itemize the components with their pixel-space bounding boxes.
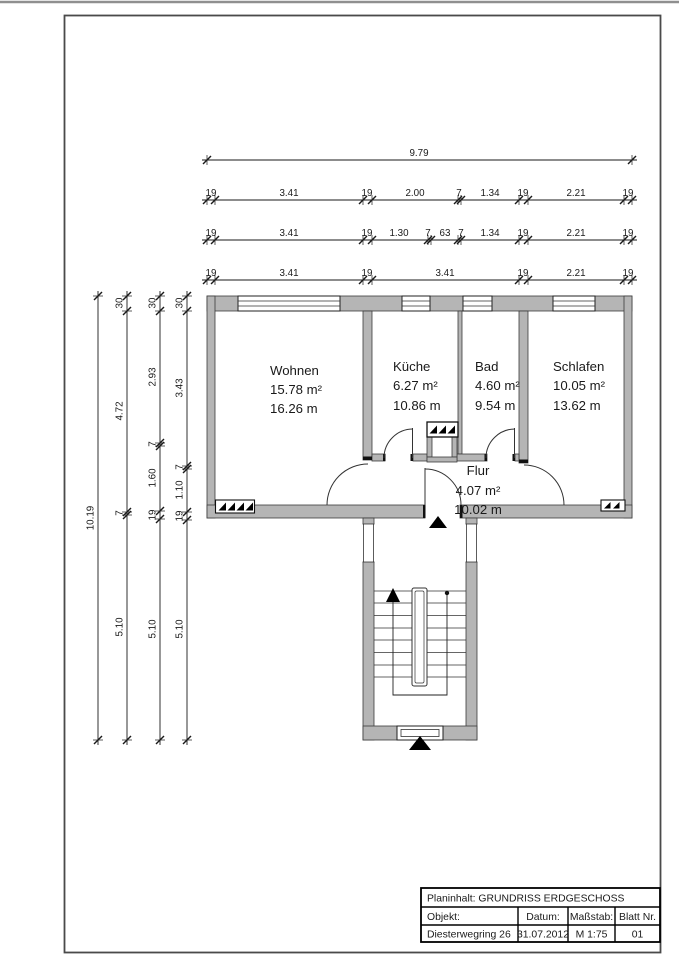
dimension-label: 2.93 [147,367,159,387]
dimension-label: 19 [205,188,217,199]
title-block-objekt-value: Diesterwegring 26 [427,929,511,941]
dimension-label: 7 [458,228,464,239]
dimension-label: 7 [147,441,159,447]
doors [327,428,564,505]
stairwell-opening-right [466,524,478,562]
door-schlafen [524,465,564,505]
dimension-label: 7 [114,510,126,516]
room-perimeter: 10.86 m [393,398,441,413]
room-label-wohnen [270,363,323,416]
dimension-label: 2.21 [566,188,586,199]
dimension-label: 9.79 [409,148,429,159]
window-bad [463,296,492,311]
radiator-schlafen [601,500,625,511]
title-block-blatt-value: 01 [631,929,644,941]
dimension-label: 3.43 [174,378,186,398]
dimension-label: 5.10 [147,619,159,639]
room-name: Wohnen [270,363,319,378]
dimension-label: 19 [517,268,529,279]
stair-stringer [412,588,427,686]
radiator-wohnen [216,500,255,513]
dimension-label: 30 [114,297,126,309]
dimension-label: 10.19 [85,505,97,531]
title-block-objekt-label: Objekt: [427,912,460,923]
dimension-label: 19 [147,509,159,521]
room-name: Bad [475,359,499,374]
dimension-label: 5.10 [174,619,186,639]
door-wohnen [327,464,368,505]
window-wohnen [238,296,340,311]
dimension-label: 2.21 [566,268,586,279]
door-kueche [384,428,413,458]
dimension-chains [86,148,638,745]
dimension-label: 1.30 [389,228,409,239]
dimension-label: 1.60 [147,468,159,488]
title-block-datum-value: 31.07.2012 [516,929,570,941]
dimension-label: 19 [517,188,529,199]
walk-line-arrow-icon [386,588,400,602]
duct-hatch [427,422,458,437]
room-label-schlafen [553,359,606,413]
room-perimeter: 10.02 m [454,502,502,517]
dimension-label: 19 [622,188,634,199]
room-perimeter: 13.62 m [553,398,601,413]
dimension-label: 30 [174,297,186,309]
room-name: Flur [466,463,490,478]
dimension-label: 19 [622,268,634,279]
room-area: 10.05 m² [553,378,606,393]
title-block [421,888,660,942]
room-area: 15.78 m² [270,382,323,397]
dimension-label: 30 [147,297,159,309]
room-label-flur [454,463,502,517]
dimension-label: 1.34 [480,228,500,239]
dimension-label: 5.10 [114,617,126,637]
title-block-datum-label: Datum: [526,912,560,923]
dimension-label: 3.41 [279,228,299,239]
dimension-label: 3.41 [279,188,299,199]
stairwell-opening-left [363,524,375,562]
room-area: 4.60 m² [475,378,520,393]
window-kueche [402,296,430,311]
dimension-label: 63 [439,228,451,239]
dimension-label: 19 [622,228,634,239]
room-labels [270,359,606,517]
window-schlafen [553,296,595,311]
room-area: 4.07 m² [455,483,501,498]
dimension-label: 3.41 [435,268,455,279]
title-block-planinhalt: Planinhalt: GRUNDRISS ERDGESCHOSS [427,893,625,905]
dimension-label: 2.00 [405,188,425,199]
dimension-label: 7 [456,188,462,199]
room-label-kueche [393,359,441,413]
door-bad [486,428,515,458]
dimension-label: 19 [205,228,217,239]
title-block-massstab-label: Maßstab: [569,912,614,923]
room-name: Schlafen [553,359,605,374]
dimension-label: 3.41 [279,268,299,279]
dimension-label: 19 [361,268,373,279]
room-name: Küche [393,359,431,374]
dimension-label: 19 [517,228,529,239]
staircase [374,516,466,750]
title-block-massstab-value: M 1:75 [575,929,608,941]
title-block-blatt-label: Blatt Nr. [619,912,656,923]
dimension-label: 19 [361,228,373,239]
room-perimeter: 16.26 m [270,401,318,416]
dimension-label: 1.34 [480,188,500,199]
dimension-label: 19 [361,188,373,199]
dimension-label: 2.21 [566,228,586,239]
room-area: 6.27 m² [393,378,438,393]
flur-direction-arrow-icon [429,516,447,528]
dimension-label: 19 [205,268,217,279]
room-label-bad [475,359,520,413]
dimension-label: 7 [425,228,431,239]
dimension-label: 4.72 [114,401,126,421]
dimension-label: 1.10 [174,480,186,500]
room-perimeter: 9.54 m [475,398,516,413]
dimension-label: 19 [174,510,186,522]
dimension-label: 7 [174,464,186,470]
